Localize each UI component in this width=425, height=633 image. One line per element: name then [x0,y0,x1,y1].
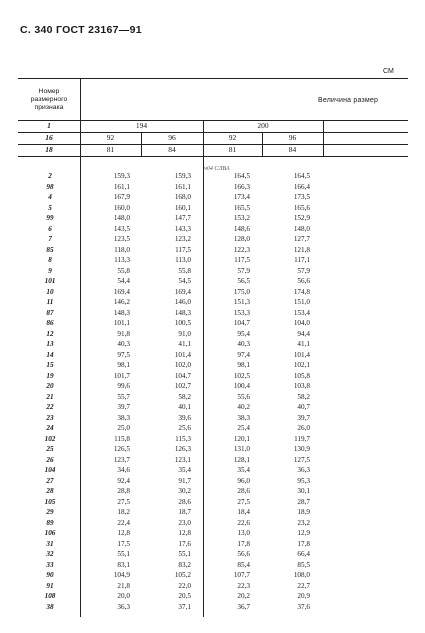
table-cell: 55,1 [117,550,130,558]
table-cell: 105,8 [293,371,310,380]
table-cell: 57,9 [237,266,250,275]
table-cell: 128,1 [233,455,250,464]
table-cell: 35,4 [178,466,191,474]
table-row-number: 87 [46,308,54,317]
table-cell: 159,3 [174,172,191,180]
table-row-number: 86 [46,319,54,327]
table-row-number: 25 [46,445,54,453]
table-cell: 55,7 [117,392,130,401]
table-row-number: 6 [48,224,52,233]
row3-value: 81 [106,145,115,154]
table-row-number: 5 [48,203,52,212]
table-cell: 161,1 [113,182,130,191]
measurements-table [18,78,408,618]
table-cell: 175,0 [233,287,250,296]
table-row-number: 23 [46,413,54,422]
table-row-number: 2 [48,172,52,180]
table-cell: 96,0 [237,476,250,485]
row3-value: 84 [288,145,297,154]
table-cell: 148,3 [174,308,191,317]
table-cell: 27,5 [117,497,130,506]
table-cell: 20,0 [117,592,130,600]
table-cell: 165,6 [293,203,310,212]
table-cell: 95,4 [237,329,250,338]
table-cell: 117,5 [234,256,250,264]
table-cell: 39,7 [297,413,310,422]
table-cell: 123,7 [113,455,130,464]
table-cell: 12,9 [297,529,310,537]
table-cell: 41,1 [178,340,191,348]
table-cell: 128,0 [233,235,250,243]
table-cell: 159,3 [113,172,130,180]
table-cell: 28,6 [237,487,250,495]
table-cell: 28,8 [117,487,130,495]
table-cell: 127,5 [293,455,310,464]
table-cell: 25,4 [237,424,250,432]
table-cell: 55,8 [178,266,191,275]
table-cell: 55,8 [117,266,130,275]
table-row-number: 11 [46,298,54,306]
table-cell: 23,0 [178,518,191,527]
table-cell: 143,3 [174,224,191,233]
table-row-number: 24 [46,424,54,432]
table-cell: 101,4 [174,350,191,359]
table-cell: 85,5 [297,560,310,569]
table-cell: 18,2 [117,508,130,516]
table-cell: 17,6 [178,539,191,548]
table-cell: 38,3 [117,413,130,422]
table-cell: 40,3 [237,340,250,348]
table-cell: 22,4 [117,518,130,527]
table-cell: 54,4 [117,277,130,285]
table-cell: 28,6 [178,497,191,506]
table-cell: 95,3 [297,476,310,485]
table-cell: 148,0 [293,224,310,233]
table-cell: 91,8 [117,329,130,338]
row3-label: 18 [45,145,53,154]
table-row-number: 29 [46,508,54,516]
table-cell: 17,5 [117,539,130,548]
table-cell: 100,5 [174,319,191,327]
table-cell: 22,0 [178,581,191,590]
table-cell: 36,3 [297,466,310,474]
table-cell: 23,2 [297,518,310,527]
table-cell: 30,2 [178,487,191,495]
table-cell: 121,8 [293,245,310,254]
table-row-number: 22 [46,403,54,411]
table-cell: 104,7 [233,319,250,327]
table-cell: 173,5 [293,193,310,201]
table-cell: 39,7 [117,403,130,411]
table-cell: 168,0 [174,193,191,201]
table-cell: 17,8 [297,539,310,548]
table-cell: 165,5 [233,203,250,212]
table-cell: 38,3 [237,413,250,422]
table-cell: 26,0 [297,424,310,432]
table-row-number: 8 [48,256,52,264]
table-cell: 55,6 [237,392,250,401]
table-row-number: 13 [46,340,54,348]
rule-row3 [18,156,408,157]
table-cell: 20,5 [178,592,191,600]
table-cell: 28,7 [297,497,310,506]
ink-stamp: ч04 СЛВА [204,166,230,172]
table-cell: 37,1 [178,602,191,611]
table-row-number: 10 [46,287,54,296]
table-cell: 37,6 [297,602,310,611]
table-row-number: 21 [46,392,54,401]
table-cell: 56,5 [237,277,250,285]
table-cell: 20,2 [237,592,250,600]
table-cell: 91,0 [178,329,191,338]
row2-value: 92 [228,133,237,142]
table-cell: 151,0 [293,298,310,306]
table-cell: 92,4 [117,476,130,485]
table-row-number: 15 [46,361,54,369]
table-cell: 130,9 [293,445,310,453]
table-row-number: 90 [46,571,54,579]
table-row-number: 104 [44,466,56,474]
table-cell: 56,6 [237,550,250,558]
table-cell: 57,9 [297,266,310,275]
row1-label: 1 [47,121,51,130]
table-cell: 97,5 [117,350,130,359]
table-cell: 173,4 [233,193,250,201]
rule-col-5 [323,120,324,156]
table-cell: 98,1 [117,361,130,369]
table-cell: 20,9 [297,592,310,600]
table-cell: 115,3 [175,434,191,443]
table-cell: 104,9 [113,571,130,579]
table-cell: 25,6 [178,424,191,432]
table-row-number: 105 [44,497,56,506]
table-cell: 102,1 [293,361,310,369]
table-cell: 102,7 [174,382,191,390]
table-cell: 108,0 [293,571,310,579]
row2-value: 92 [106,133,115,142]
table-cell: 143,5 [113,224,130,233]
table-cell: 164,5 [293,172,310,180]
table-cell: 107,7 [233,571,250,579]
table-cell: 119,7 [294,434,310,443]
table-cell: 148,6 [233,224,250,233]
table-cell: 113,0 [175,256,191,264]
table-cell: 41,1 [297,340,310,348]
rule-col-1 [80,78,81,617]
table-cell: 13,0 [237,529,250,537]
table-cell: 105,2 [174,571,191,579]
table-row-number: 19 [46,371,54,380]
row2-value: 96 [168,133,176,142]
table-row-number: 27 [46,476,54,485]
table-cell: 58,2 [297,392,310,401]
table-row-number: 98 [46,182,54,191]
table-cell: 120,1 [233,434,250,443]
table-cell: 148,0 [113,214,130,222]
table-cell: 122,3 [233,245,250,254]
table-cell: 153,2 [233,214,250,222]
table-cell: 113,3 [114,256,130,264]
table-row-number: 7 [48,235,52,243]
table-cell: 36,7 [237,602,250,611]
table-cell: 97,4 [237,350,250,359]
table-cell: 27,5 [237,497,250,506]
table-cell: 146,2 [113,298,130,306]
table-cell: 147,7 [174,214,191,222]
table-cell: 153,3 [233,308,250,317]
table-cell: 21,8 [117,581,130,590]
table-cell: 160,0 [113,203,130,212]
table-cell: 12,8 [178,529,191,537]
table-cell: 100,4 [233,382,250,390]
table-cell: 85,4 [237,560,250,569]
table-cell: 94,4 [297,329,310,338]
row2-value: 96 [288,133,297,142]
table-row-number: 99 [46,214,54,222]
table-cell: 18,9 [297,508,310,516]
table-row-number: 31 [46,539,54,548]
table-cell: 40,7 [297,403,310,411]
table-cell: 123,1 [174,455,191,464]
table-cell: 102,5 [233,371,250,380]
col-header-left-line3: признака [34,104,64,111]
table-cell: 91,7 [178,476,191,485]
page-header: С. 340 ГОСТ 23167—91 [20,24,142,36]
table-cell: 161,1 [174,182,191,191]
table-cell: 148,3 [113,308,130,317]
table-row-number: 91 [46,581,54,590]
table-cell: 55,1 [178,550,191,558]
table-row-number: 33 [46,560,54,569]
table-row-number: 28 [46,487,54,495]
table-row-number: 102 [44,434,56,443]
table-row-number: 89 [46,518,54,527]
table-cell: 98,1 [237,361,250,369]
table-cell: 83,1 [117,560,130,569]
table-cell: 25,0 [117,424,130,432]
table-cell: 123,5 [113,235,130,243]
table-cell: 153,4 [293,308,310,317]
table-cell: 40,3 [117,340,130,348]
table-cell: 104,0 [293,319,310,327]
rule-col-3-body [203,156,204,617]
unit-label: СМ [383,68,394,75]
table-cell: 58,2 [178,392,191,401]
table-row-number: 12 [46,329,54,338]
table-cell: 117,5 [175,245,191,254]
table-row-number: 4 [48,193,52,201]
table-cell: 126,3 [174,445,191,453]
row1-group-200: 200 [257,121,269,130]
table-cell: 40,1 [178,403,191,411]
table-cell: 126,5 [113,445,130,453]
table-cell: 99,6 [117,382,130,390]
table-cell: 117,1 [294,256,310,264]
table-cell: 151,3 [233,298,250,306]
table-cell: 131,0 [233,445,250,453]
table-cell: 174,8 [293,287,310,296]
table-cell: 101,1 [113,319,130,327]
table-row-number: 14 [46,350,54,359]
row3-value: 84 [168,145,176,154]
table-cell: 18,4 [237,508,250,516]
col-header-right: Величина размер [318,97,379,104]
table-cell: 36,3 [117,602,130,611]
table-cell: 66,4 [297,550,310,558]
table-row-number: 26 [46,455,54,464]
table-row-number: 108 [44,592,56,600]
table-cell: 12,8 [117,529,130,537]
table-cell: 152,9 [293,214,310,222]
table-cell: 22,6 [237,518,250,527]
table-cell: 30,1 [297,487,310,495]
table-row-number: 32 [46,550,54,558]
table-cell: 103,8 [293,382,310,390]
row3-value: 81 [228,145,237,154]
table-cell: 146,0 [174,298,191,306]
table-cell: 34,6 [117,466,130,474]
table-cell: 167,9 [113,193,130,201]
table-cell: 39,6 [178,413,191,422]
table-cell: 123,2 [174,235,191,243]
table-cell: 101,7 [113,371,130,380]
table-cell: 56,6 [297,277,310,285]
table-cell: 166,4 [293,182,310,191]
table-cell: 17,8 [237,539,250,548]
table-cell: 115,8 [114,434,130,443]
col-header-left [18,88,80,112]
table-cell: 164,5 [233,172,250,180]
table-cell: 18,7 [178,508,191,516]
table-cell: 54,5 [178,277,191,285]
table-row-number: 106 [44,529,56,537]
rule-top [18,78,408,79]
table-cell: 102,0 [174,361,191,369]
table-row-number: 101 [44,277,56,285]
table-cell: 169,4 [113,287,130,296]
table-row-number: 20 [46,382,54,390]
col-header-left-line2: размерного [30,96,68,103]
table-cell: 101,4 [293,350,310,359]
table-row-number: 85 [46,245,54,254]
table-cell: 169,4 [174,287,191,296]
table-cell: 118,0 [114,245,130,254]
row1-group-194: 194 [135,121,148,130]
table-cell: 35,4 [237,466,250,474]
table-row-number: 38 [46,602,54,611]
table-cell: 22,3 [237,581,250,590]
table-cell: 166,3 [233,182,250,191]
table-row-number: 9 [48,266,52,275]
table-cell: 127,7 [293,235,310,243]
table-cell: 83,2 [178,560,191,569]
table-cell: 40,2 [237,403,250,411]
table-cell: 22,7 [297,581,310,590]
table-cell: 160,1 [174,203,191,212]
col-header-left-line1: Номер [38,88,60,95]
row2-label: 16 [45,133,53,142]
table-cell: 104,7 [174,371,191,380]
